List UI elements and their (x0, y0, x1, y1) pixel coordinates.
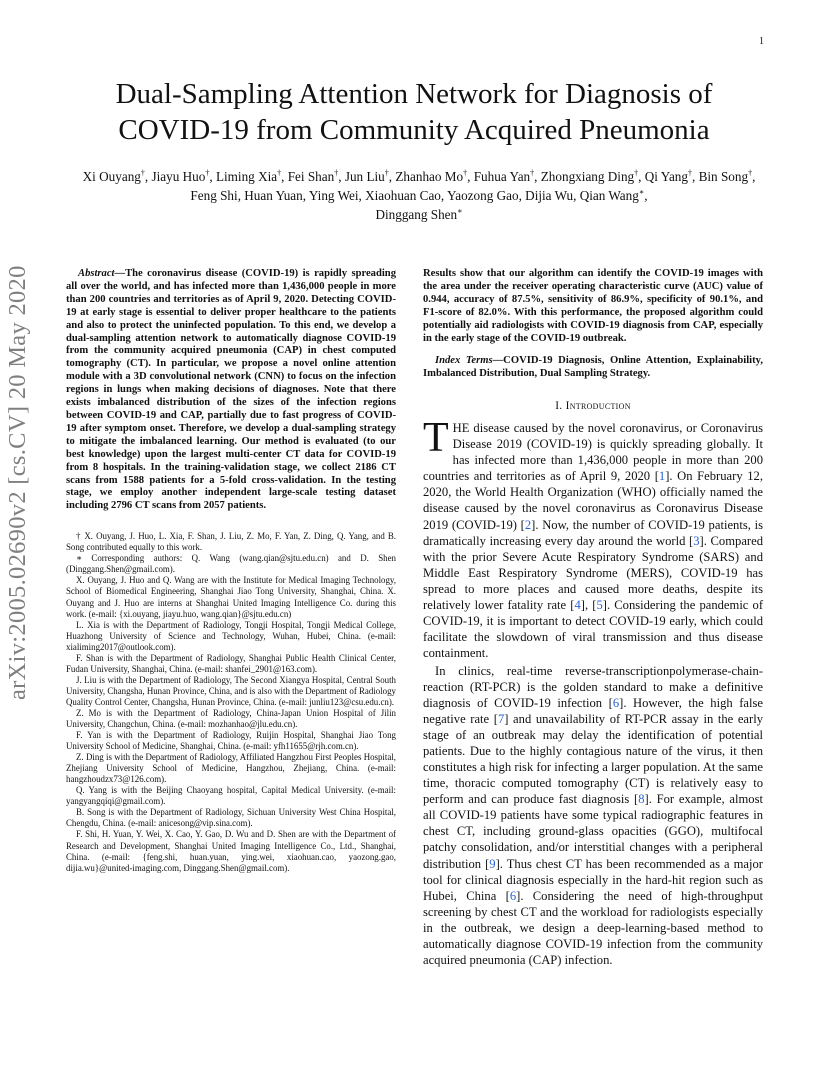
author-name: Jiayu Huo (151, 169, 206, 184)
citation-link[interactable]: [ 5 ] (592, 598, 607, 612)
author-name: Qian Wang (579, 188, 639, 203)
author-mark: † (334, 168, 339, 178)
author-mark: † (688, 168, 692, 178)
footnote: F. Shi, H. Yuan, Y. Wei, X. Cao, Y. Gao, D. Wu and D. Shen are with the Department of Research and Development, Shanghai United Imaging Intelligence Co., Ltd., Shanghai, China. (e-mail: {feng.shi, huan.yuan, ying.wei, xiaohuan.cao, yaozong.gao, dijia.wu}@united-imaging.com, Dinggang.Shen@gmail.com). (66, 829, 396, 873)
citation-link[interactable]: [ 4 ] (570, 598, 585, 612)
abstract-text: The coronavirus disease (COVID-19) is rapidly spreading all over the world, and has infected more than 1,436,000 people in more than 200 countries and territories as of April 9, 2020. Detecting COVID-19 at early stage is essential to deliver proper healthcare to the patients and also to protect the uninfected population. To this end, we develop a dual-sampling attention network to automatically diagnose COVID-19 from the community acquired pneumonia (CAP) in chest computed tomography (CT). In particular, we propose a novel online attention module with a 3D convolutional network (CNN) to focus on the infection regions in lungs when making decisions of diagnoses. Note that there exists imbalanced distribution of the sizes of the infection regions between COVID-19 and CAP, partially due to fast progress of COVID-19 after symptom onset. Therefore, we develop a dual-sampling strategy to mitigate the imbalanced learning. Our method is evaluated (to our best knowledge) upon the largest multi-center CT data for COVID-19 from 8 hospitals. In the training-validation stage, we collect 2186 CT scans from 1588 patients for a 5-fold cross-validation. In the testing stage, we employ another independent large-scale testing dataset including 2796 CT scans from 2057 patients. (66, 268, 396, 512)
footnote: Q. Yang is with the Beijing Chaoyang hospital, Capital Medical University. (e-mail: yangyangqiqi@gmail.com). (66, 785, 396, 807)
citation-link[interactable]: [ 6 ] (609, 696, 624, 710)
index-terms-text: COVID-19 Diagnosis, Online Attention, Explainability, Imbalanced Distribution, Dual Sampling Strategy. (423, 355, 763, 380)
footnotes (66, 531, 396, 873)
abstract-dash: — (114, 268, 126, 279)
paragraph-text: . However, the high false negative rate (423, 696, 764, 727)
author-list: Xi Ouyang†, Jiayu Huo†, Liming Xia†, Fei Shan†, Jun Liu†, Zhanhao Mo†, Fuhua Yan†, Zhongxiang Ding†, Qi Yang†, Bin Song†, Feng Shi, Huan Yuan, Ying Wei, Xiaohuan Cao, Yaozong Gao, Dijia Wu, Qian Wang∗, Dinggang Shen∗ (82, 168, 756, 222)
author-name: Ying Wei (308, 188, 359, 203)
paragraph-text: . For example, almost all COVID-19 patients have some typical radiographic features in chest CT, including ground-glass opacities (GGO), multifocal patchy consolidation, and/or interstitial changes with a peripheral distribution (423, 792, 764, 871)
author-name: Xi Ouyang (82, 169, 141, 184)
author-name: Fuhua Yan (473, 169, 531, 184)
author-mark: † (530, 168, 535, 178)
paragraph-text: . Now, the number of COVID-19 patients, is dramatically increasing every day around the world (423, 517, 763, 548)
paragraph-text: and unavailability of RT-PCR assay in the early stage of an outbreak may delay the identification of potential patients. Due to the highly contagious nature of the virus, it then constitutes a high risk for infecting a larger population. At the same time, thoracic computed tomography (CT) is relatively easy to perform and can produce fast diagnosis (423, 712, 764, 807)
author-mark: † (748, 168, 753, 178)
section-number: I. (555, 400, 563, 413)
title-line-1: Dual-Sampling Attention Network for Diagnosis of (115, 78, 713, 110)
author-name: Xiaohuan Cao (365, 188, 441, 203)
intro-paragraph-2 (423, 663, 763, 968)
citation-link[interactable]: [ 9 ] (485, 857, 500, 871)
footnote: Z. Ding is with the Department of Radiology, Affiliated Hangzhou First Peoples Hospital, Zhejiang University School of Medicine, Hangzhou, Zhejiang, China. (e-mail: hangzhoudzx73@126.com). (66, 752, 396, 785)
paragraph-text: . Considering the need of high-throughput screening by chest CT and the workload for radiologists especially in the outbreak, we design a deep-learning-based method to automatically diagnose COVID-19 infection from the community acquired pneumonia (CAP) infection. (423, 888, 763, 967)
author-name: Zhanhao Mo (395, 169, 464, 184)
author-name: Yaozong Gao (447, 188, 519, 203)
index-terms-dash: — (492, 355, 504, 367)
index-terms-label: Index Terms (435, 355, 493, 367)
author-mark: † (277, 168, 282, 178)
paper-title (40, 76, 788, 148)
citation-link[interactable]: [ 6 ] (506, 889, 521, 903)
author-name: Jun Liu (344, 169, 385, 184)
author-mark: † (463, 168, 468, 178)
author-name: Dinggang Shen (375, 207, 458, 222)
author-mark: ∗ (638, 187, 645, 197)
left-column (66, 268, 396, 874)
author-mark: † (140, 168, 145, 178)
paragraph-text: . Considering the pandemic of COVID-19, it is important to detect COVID-19 early, which could facilitate the slowdown of viral transmission and thus disease containment. (423, 597, 764, 660)
footnote: X. Ouyang, J. Huo and Q. Wang are with the Institute for Medical Imaging Technology, School of Biomedical Engineering, Shanghai Jiao Tong University, Shanghai, China. X. Ouyang and J. Huo are interns at Shanghai United Imaging Intelligence Co. during this work. (e-mail: {xi.ouyang, jiayu.huo, wang.qian}@sjtu.edu.cn) (66, 575, 396, 619)
citation-link[interactable]: [ 2 ] (521, 518, 536, 532)
author-mark: † (634, 168, 639, 178)
author-name: Huan Yuan (244, 188, 303, 203)
author-name: Bin Song (698, 169, 749, 184)
abstract (66, 268, 396, 513)
footnote: B. Song is with the Department of Radiology, Sichuan University West China Hospital, Chengdu, China. (e-mail: anicesong@vip.sina.com). (66, 807, 396, 829)
paragraph-text: . Thus chest CT has been recommended as a major tool for clinical diagnosis especially in the hard-hit region such as Hubei, China (423, 856, 763, 903)
arxiv-stamp: arXiv:2005.02690v2 [cs.CV] 20 May 2020 (4, 265, 31, 700)
author-name: Liming Xia (215, 169, 278, 184)
citation-link[interactable]: [ 3 ] (689, 534, 704, 548)
author-name: Feng Shi (190, 188, 238, 203)
section-title: Introduction (565, 400, 631, 413)
drop-cap: T (423, 415, 449, 462)
index-terms (423, 355, 763, 381)
paragraph-text: . On February 12, 2020, the World Health Organization (WHO) officially named the disease caused by the novel coronavirus as Coronavirus Disease 2019 (COVID-19) (423, 469, 763, 532)
footnote: J. Liu is with the Department of Radiology, The Second Xiangya Hospital, Central South University, Changsha, Hunan Province, China, and is also with the Department of Radiology Quality Control Center, Changsha, Hunan Province, China. (e-mail: junliu123@csu.edu.cn). (66, 674, 396, 707)
author-name: Dijia Wu (525, 188, 574, 203)
author-name: Fei Shan (287, 169, 335, 184)
author-mark: ∗ (457, 206, 463, 216)
paragraph-text: . Compared with the prior Severe Acute Respiratory Syndrome (SARS) and Middle East Respiratory Syndrome (MERS), COVID-19 has spread to more places and caused more deaths, despite its relatively lower fatality rate (423, 533, 763, 612)
abstract-label: Abstract (78, 268, 115, 279)
author-mark: † (384, 168, 389, 178)
citation-link[interactable]: [ 1 ] (655, 469, 670, 483)
paragraph-text: In clinics, real-time reverse-transcriptionpolymerase-chain-reaction (RT-PCR) is the golden standard to make a definitive diagnosis of COVID-19 infection (423, 663, 763, 711)
page-number: 1 (759, 36, 764, 47)
right-column (423, 268, 763, 968)
footnote: L. Xia is with the Department of Radiology, Tongji Hospital, Tongji Medical College, Huazhong University of Science and Technology, Wuhan, Hubei, China. (e-mail: xialiming2017@outlook.com). (66, 619, 396, 652)
footnote: Z. Mo is with the Department of Radiology, China-Japan Union Hospital of Jilin University, Changchun, China. (e-mail: mozhanhao@jlu.edu.cn). (66, 707, 396, 730)
footnote: F. Shan is with the Department of Radiology, Shanghai Public Health Clinical Center, Fudan University, Shanghai, China. (e-mail: shanfei_2901@163.com). (66, 652, 396, 674)
author-name: Qi (644, 169, 658, 184)
paragraph-text: , (584, 597, 593, 612)
citation-link[interactable]: [ 8 ] (634, 792, 649, 806)
footnote: † X. Ouyang, J. Huo, L. Xia, F. Shan, J. Liu, Z. Mo, F. Yan, Z. Ding, Q. Yang, and B. Song contributed equally to this work. (66, 531, 396, 553)
title-line-2: COVID-19 from Community Acquired Pneumonia (118, 114, 710, 146)
author-name: Zhongxiang Ding (540, 169, 635, 184)
abstract-continued: Results show that our algorithm can identify the COVID-19 images with the area under the receiver operating characteristic curve (AUC) value of 0.944, accuracy of 87.5%, sensitivity of 86.9%, specificity of 90.1%, and F1-score of 82.0%. With this performance, the proposed algorithm could potentially aid radiologists with COVID-19 diagnosis from CAP, especially in the early stage of the COVID-19 outbreak. (423, 268, 763, 344)
footnote: F. Yan is with the Department of Radiology, Ruijin Hospital, Shanghai Jiao Tong University School of Medicine, Shanghai, China. (e-mail: yfh11655@rjh.com.cn). (66, 730, 396, 752)
footnote: ∗ Corresponding authors: Q. Wang (wang.qian@sjtu.edu.cn) and D. Shen (Dinggang.Shen@gmail.com). (66, 553, 396, 575)
citation-link[interactable]: [ 7 ] (494, 712, 509, 726)
intro-paragraph-1 (423, 415, 764, 661)
author-name: Yang (660, 169, 688, 184)
author-mark: † (205, 168, 210, 178)
section-heading (423, 400, 763, 412)
paragraph-text: HE disease caused by the novel coronavirus, or Coronavirus Disease 2019 (COVID-19) is quickly spreading globally. It has infected more than 1,436,000 people in more than 200 countries and territories as of April 9, 2020 (423, 421, 763, 484)
